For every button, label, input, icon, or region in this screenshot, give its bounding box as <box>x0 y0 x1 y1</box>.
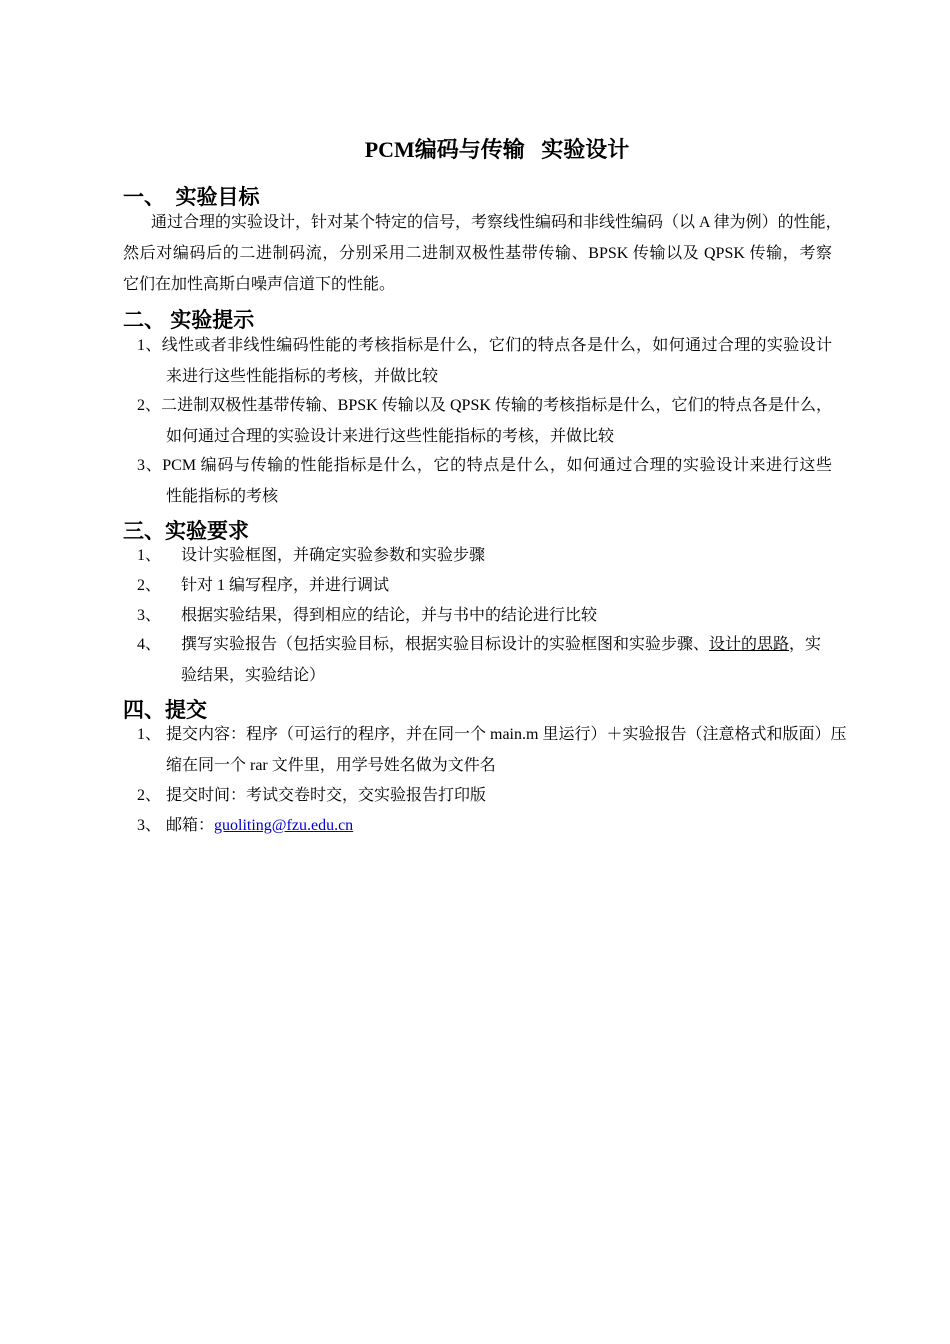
goals-paragraph-line: 它们在加性高斯白噪声信道下的性能。 <box>123 276 396 293</box>
hint-item-line: 来进行这些性能指标的考核，并做比较 <box>166 368 439 385</box>
requirement-number: 1、 <box>137 547 162 564</box>
requirement-text: 针对 1 编写程序，并进行调试 <box>181 577 390 594</box>
section-heading-hints: 二、 实验提示 <box>123 308 255 332</box>
goals-paragraph-line: 通过合理的实验设计，针对某个特定的信号，考察线性编码和非线性编码（以 A 律为例）的性能， <box>151 214 842 231</box>
requirement-number: 3、 <box>137 607 162 624</box>
hint-item-line: 3、PCM 编码与传输的性能指标是什么，它的特点是什么，如何通过合理的实验设计来进行这些 <box>137 457 832 474</box>
section-heading-requirements: 三、实验要求 <box>123 519 249 543</box>
submission-number: 3、 <box>137 817 162 834</box>
section-heading-goals: 一、 实验目标 <box>123 185 260 209</box>
requirement-text-part: ，实 <box>789 636 822 653</box>
section-heading-submission: 四、提交 <box>123 698 207 722</box>
email-link[interactable]: guoliting@fzu.edu.cn <box>214 817 354 834</box>
goals-paragraph-line: 然后对编码后的二进制码流，分别采用二进制双极性基带传输、BPSK 传输以及 QPSK 传输，考察 <box>123 245 832 262</box>
requirement-text: 根据实验结果，得到相应的结论，并与书中的结论进行比较 <box>181 607 598 624</box>
submission-email-row <box>166 816 353 836</box>
requirement-text: 设计实验框图，并确定实验参数和实验步骤 <box>181 547 486 564</box>
requirement-number: 4、 <box>137 636 162 653</box>
hint-item-line: 如何通过合理的实验设计来进行这些性能指标的考核，并做比较 <box>166 428 615 445</box>
email-label: 邮箱： <box>166 817 215 834</box>
hint-item-line: 1、线性或者非线性编码性能的考核指标是什么，它们的特点各是什么，如何通过合理的实验设计 <box>137 337 832 354</box>
submission-text-continued: 缩在同一个 rar 文件里，用学号姓名做为文件名 <box>166 757 496 774</box>
requirement-text-part: 撰写实验报告（包括实验目标，根据实验目标设计的实验框图和实验步骤、 <box>181 636 710 653</box>
underlined-phrase: 设计的思路 <box>709 636 790 653</box>
hint-item-line: 2、二进制双极性基带传输、BPSK 传输以及 QPSK 传输的考核指标是什么，它们的特点各是什么， <box>137 397 832 414</box>
hint-item-line: 性能指标的考核 <box>166 488 279 505</box>
document-title: PCM编码与传输 实验设计 <box>364 137 630 162</box>
submission-text: 提交内容：程序（可运行的程序，并在同一个 main.m 里运行）＋实验报告（注意格式和版面）压 <box>166 726 847 743</box>
requirement-text <box>181 635 821 655</box>
requirement-text-continued: 验结果，实验结论） <box>181 667 326 684</box>
requirement-number: 2、 <box>137 577 162 594</box>
submission-text: 提交时间：考试交卷时交，交实验报告打印版 <box>166 787 487 804</box>
submission-number: 1、 <box>137 726 162 743</box>
submission-number: 2、 <box>137 787 162 804</box>
